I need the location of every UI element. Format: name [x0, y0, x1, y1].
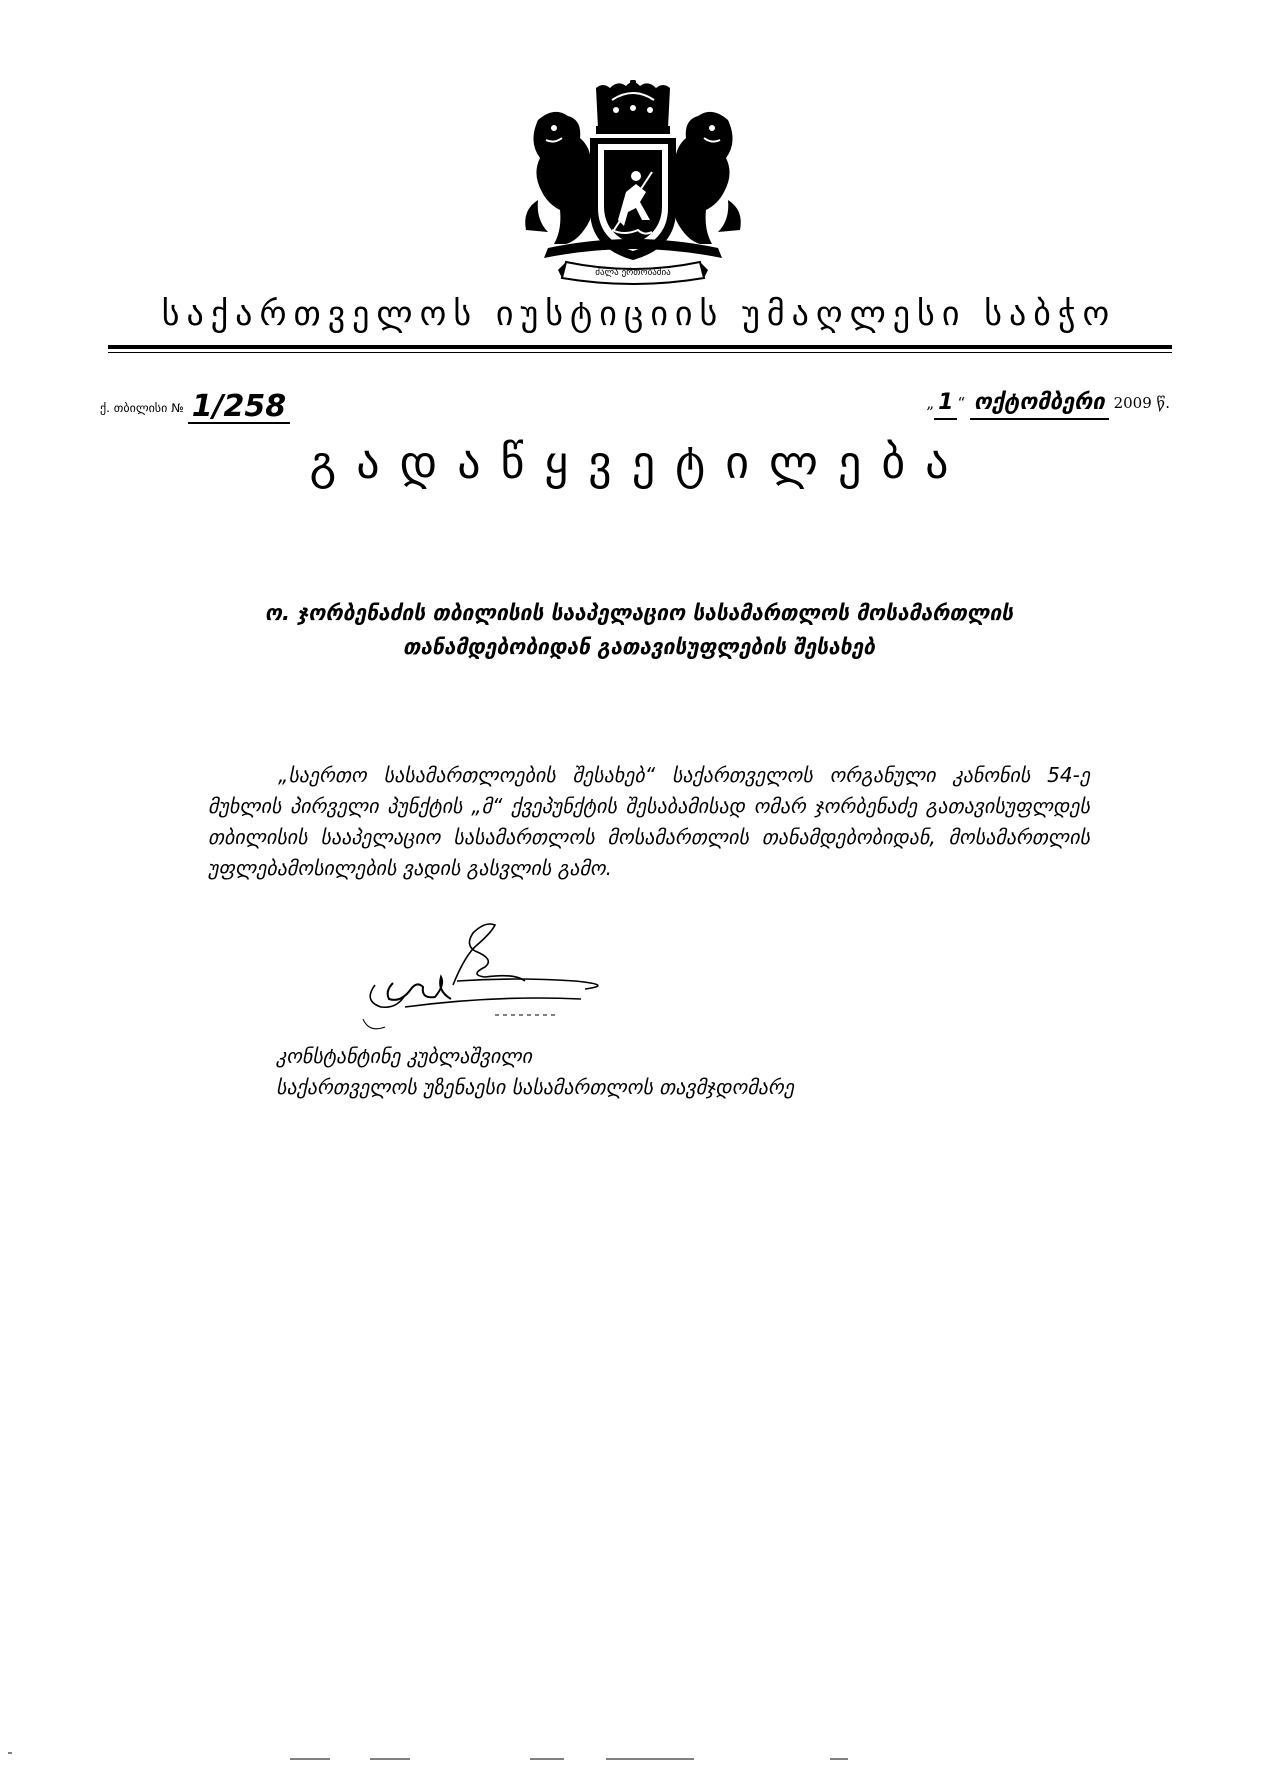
document-subject	[0, 596, 1278, 664]
crown-icon	[596, 80, 670, 134]
document-kind-heading: გადაწყვეტილება	[309, 435, 969, 489]
coat-of-arms-emblem	[518, 80, 748, 285]
date-month: ოქტომბერი	[970, 388, 1109, 420]
subject-line-1: ო. ჯორბენაძის თბილისის სააპელაციო სასამართლოს მოსამართლის	[264, 601, 1014, 625]
date-day: 1	[934, 388, 957, 420]
lion-supporter-right-icon	[674, 112, 741, 244]
organization-title: საქართველოს იუსტიციის უმაღლესი საბჭო	[161, 294, 1117, 334]
document-body: „საერთო სასამართლოების შესახებ“ საქართველოს ორგანული კანონის 54-ე მუხლის პირველი პუნქტის „მ“ ქვეპუნქტის შესაბამისად ომარ ჯორბენაძე გათავისუფლდეს თბილისის სააპელაციო სასამართლოს მოსამართლის თანამდებობიდან, მოსამართლის უფლებამოსილების ვადის გასვლის გამო.	[208, 763, 1090, 880]
date-year: 2009 წ.	[1113, 394, 1170, 412]
motto-ribbon	[544, 239, 722, 284]
header-rule-thin	[108, 352, 1172, 353]
number-label: ქ. თბილისი №	[100, 401, 184, 415]
date-open-quote: „	[926, 394, 935, 412]
number-value: 1/258	[188, 392, 290, 424]
document-date	[926, 386, 1170, 420]
signatory-block	[276, 1041, 794, 1103]
scan-artifact-marks	[0, 1745, 1278, 1765]
ribbon-text: ძალა ერთობაშია	[595, 268, 671, 278]
document-number	[100, 389, 290, 424]
signatory-title: საქართველოს უზენაესი სასამართლოს თავმჯდომარე	[276, 1075, 794, 1099]
date-close-quote: “	[957, 394, 966, 412]
subject-line-2: თანამდებობიდან გათავისუფლების შესახებ	[403, 635, 875, 659]
handwritten-signature	[345, 915, 665, 1045]
header-rule-thick	[108, 345, 1172, 349]
lion-supporter-left-icon	[525, 112, 592, 244]
signatory-name: კონსტანტინე კუბლაშვილი	[276, 1044, 532, 1068]
